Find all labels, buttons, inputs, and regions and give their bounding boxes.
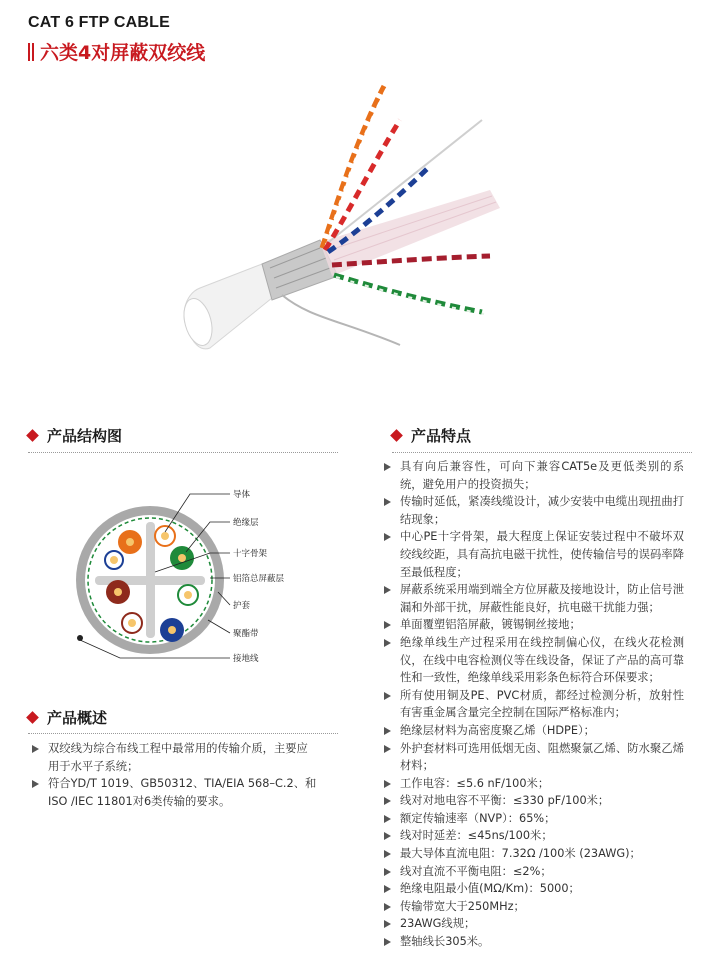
list-item: 最大导体直流电阻：7.32Ω /100米 (23AWG)； <box>382 845 684 863</box>
section-structure-label: 产品结构图 <box>47 427 123 445</box>
title-english: CAT 6 FTP CABLE <box>28 14 170 31</box>
section-overview-heading <box>28 707 107 728</box>
list-item: 23AWG线规； <box>382 915 684 933</box>
overview-list <box>30 740 318 810</box>
section-divider <box>28 452 338 453</box>
list-item: 绝缘层材料为高密度聚乙烯（HDPE）； <box>382 722 684 740</box>
title-bars-icon <box>28 43 34 61</box>
label-jacket: 护套 <box>233 601 251 611</box>
section-features-heading <box>392 425 471 446</box>
label-polyester-tape: 聚酯带 <box>233 629 259 639</box>
label-drain-wire: 接地线 <box>233 654 259 664</box>
cable-cross-section-diagram <box>60 480 330 680</box>
label-insulation: 绝缘层 <box>233 518 259 528</box>
list-item: 外护套材料可选用低烟无卤、阻燃聚氯乙烯、防水聚乙烯材料； <box>382 740 684 775</box>
list-item: 额定传输速率（NVP）：65%； <box>382 810 684 828</box>
list-item: 绝缘电阻最小值(MΩ/Km)：5000； <box>382 880 684 898</box>
list-item: 传输带宽大于250MHz； <box>382 898 684 916</box>
label-foil-shield: 铝箔总屏蔽层 <box>233 574 285 584</box>
features-list <box>382 458 684 951</box>
label-conductor: 导体 <box>233 490 251 500</box>
list-item: 中心PE十字骨架，最大程度上保证安装过程中不破坏双绞线绞距，具有高抗电磁干扰性，使传输信号的误码率降至最低程度； <box>382 528 684 581</box>
section-structure-heading <box>28 425 122 446</box>
list-item: 屏蔽系统采用端到端全方位屏蔽及接地设计，防止信号泄漏和外部干扰，屏蔽性能良好，抗电磁干扰能力强； <box>382 581 684 616</box>
section-features-label: 产品特点 <box>411 427 472 445</box>
list-item: 符合YD/T 1019、GB50312、TIA/EIA 568–C.2、和ISO /IEC 11801对6类传输的要求。 <box>30 775 318 810</box>
diamond-icon <box>26 711 39 724</box>
diamond-icon <box>26 429 39 442</box>
list-item: 工作电容：≤5.6 nF/100米； <box>382 775 684 793</box>
list-item: 双绞线为综合布线工程中最常用的传输介质，主要应用于水平子系统； <box>30 740 318 775</box>
title-chinese-row <box>28 38 205 65</box>
section-overview-label: 产品概述 <box>47 709 108 727</box>
diamond-icon <box>390 429 403 442</box>
label-cross-filler: 十字骨架 <box>233 549 268 559</box>
list-item: 所有使用铜及PE、PVC材质，都经过检测分析，放射性有害重金属含量完全控制在国际严格标准内； <box>382 687 684 722</box>
list-item: 线对时延差：≤45ns/100米； <box>382 827 684 845</box>
section-divider <box>28 733 338 734</box>
section-divider <box>392 452 692 453</box>
cable-product-image <box>170 80 550 380</box>
list-item: 单面覆塑铝箔屏蔽，镀锡铜丝接地； <box>382 616 684 634</box>
list-item: 线对对地电容不平衡：≤330 pF/100米； <box>382 792 684 810</box>
list-item: 绝缘单线生产过程采用在线控制偏心仪，在线火花检测仪，在线中电容检测仪等在线设备，保证了产品的高可靠性和一致性，绝缘单线采用彩条色标符合环保要求； <box>382 634 684 687</box>
list-item: 线对直流不平衡电阻：≤2%； <box>382 863 684 881</box>
list-item: 整轴线长305米。 <box>382 933 684 951</box>
list-item: 具有向后兼容性，可向下兼容CAT5e及更低类别的系统，避免用户的投资损失； <box>382 458 684 493</box>
list-item: 传输时延低，紧凑线缆设计，减少安装中电缆出现扭曲打结现象； <box>382 493 684 528</box>
title-chinese: 六类4对屏蔽双绞线 <box>40 42 206 64</box>
